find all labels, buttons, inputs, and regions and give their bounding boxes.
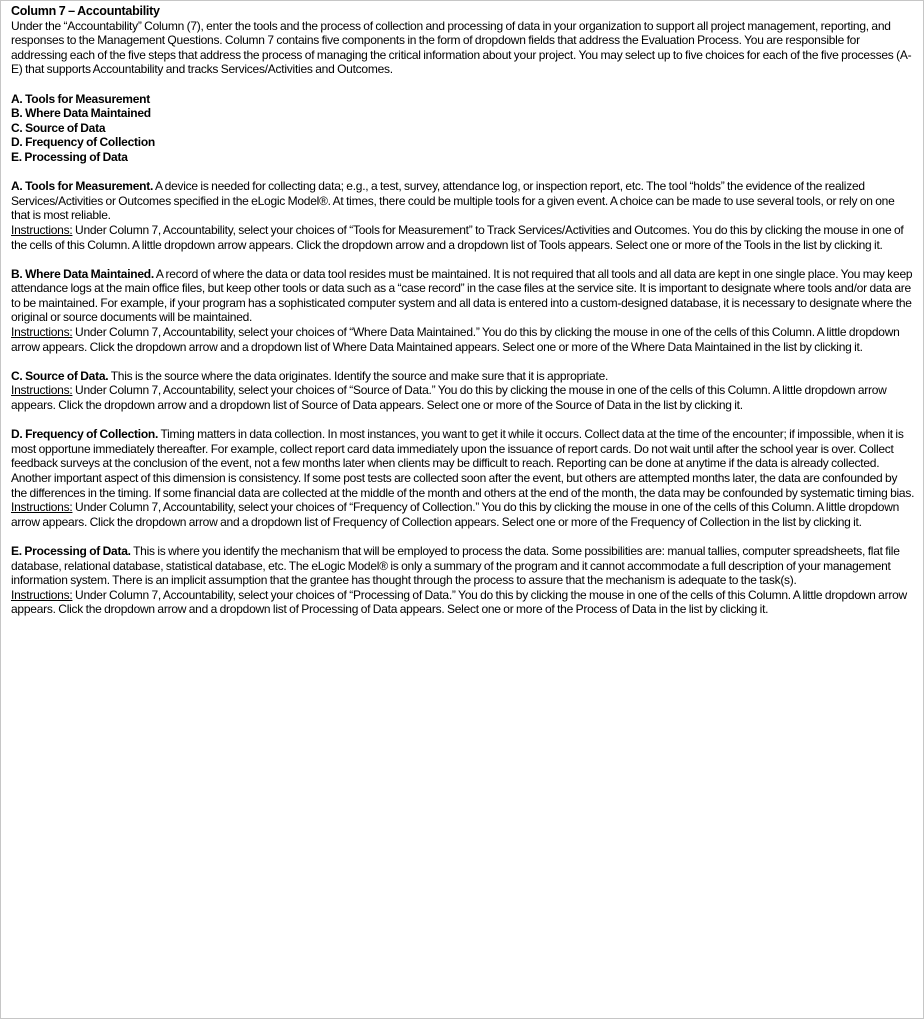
document-content bbox=[11, 4, 915, 617]
section-heading: A. Tools for Measurement. bbox=[11, 179, 154, 194]
list-item: E. Processing of Data bbox=[11, 149, 128, 164]
section-source-of-data bbox=[11, 369, 915, 413]
section-heading: B. Where Data Maintained. bbox=[11, 266, 154, 281]
instructions-text: Under Column 7, Accountability, select your choices of “Where Data Maintained.” You do this by clicking the mouse in one of the cells of this Column. A little dropdown arrow appears. Click the dropdown arrow and a dropdown list of Where Data Maintained appears. Select one or more of the Where Data Maintained in the list by clicking it. bbox=[11, 325, 900, 354]
section-frequency-of-collection bbox=[11, 427, 915, 529]
component-list bbox=[11, 92, 915, 165]
instructions-text: Under Column 7, Accountability, select your choices of “Processing of Data.” You do this by clicking the mouse in one of the cells of this Column. A little dropdown arrow appears. Click the dropdown arrow and a dropdown list of Processing of Data appears. Select one or more of the Process of Data in the list by clicking it. bbox=[11, 587, 907, 617]
list-item: D. Frequency of Collection bbox=[11, 135, 156, 150]
instructions-text: Under Column 7, Accountability, select your choices of “Frequency of Collection.” You do this by clicking the mouse in one of the cells of this Column. A little dropdown arrow appears. Click the dropdown arrow and a dropdown list of Frequency of Collection appears. Select one or more of the Frequency of Collection in the list by clicking it. bbox=[11, 500, 900, 529]
intro-paragraph: Under the “Accountability” Column (7), enter the tools and the process of collection and processing of data in your organization to support all project management, reporting, and responses to the Management Questions. Column 7 contains five components in the form of dropdown fields that address the Evaluation Process. You are responsible for addressing each of the five steps that address the process of managing the critical information about your project. You may select up to five choices for each of the five processes (A-E) that supports Accountability and tracks Services/Activities and Outcomes. bbox=[11, 18, 912, 77]
section-tools-for-measurement bbox=[11, 179, 915, 252]
instructions-label: Instructions: bbox=[11, 222, 73, 237]
section-body: A device is needed for collecting data; e.g., a test, survey, attendance log, or inspection report, etc. The tool “holds” the evidence of the realized Services/Activities or Outcomes specified in the eLogic Model®. At times, there could be multiple tools for a given event. A choice can be made to use several tools, or rely on one that is most reliable. bbox=[11, 179, 895, 223]
instructions-text: Under Column 7, Accountability, select your choices of “Tools for Measurement” to Track Services/Activities and Outcomes. You do this by clicking the mouse in one of the cells of this Column. A little dropdown arrow appears. Click the dropdown arrow and a dropdown list of Tools appears. Select one or more of the Tools in the list by clicking it. bbox=[11, 222, 904, 252]
section-heading: C. Source of Data. bbox=[11, 368, 109, 383]
instructions-text: Under Column 7, Accountability, select your choices of “Source of Data.” You do this by clicking the mouse in one of the cells of this Column. A little dropdown arrow appears. Click the dropdown arrow and a dropdown list of Source of Data appears. Select one or more of the Source of Data in the list by clicking it. bbox=[11, 383, 887, 413]
page-title: Column 7 – Accountability bbox=[11, 4, 160, 18]
section-body: Timing matters in data collection. In most instances, you want to get it while it occurs. Collect data at the time of the encounter; if impossible, when it is most opportune immediately thereafter. For example, collect report card data immediately upon the issuance of report cards. Do not wait until after the school year is over. Collect feedback surveys at the conclusion of the event, not a few months later when clients may be difficult to reach. Reporting can be done at anytime if the data is already collected. Another important aspect of this dimension is consistency. If some post tests are collected soon after the event, but others are attempted months later, the data are confounded by the differences in the timing. If some financial data are collected at the middle of the month and others at the end of the month, the data may be confounded by systematic timing bias. bbox=[11, 427, 915, 500]
section-body: This is where you identify the mechanism that will be employed to process the data. Some possibilities are: manual tallies, computer spreadsheets, flat file database, relational database, statistical database, etc. The eLogic Model® is only a summary of the program and it cannot accommodate a full description of your management information system. There is an implicit assumption that the grantee has thought through the process to assure that the mechanism is adequate to the task(s). bbox=[11, 543, 900, 588]
instructions-label: Instructions: bbox=[11, 325, 73, 340]
list-item: C. Source of Data bbox=[11, 120, 106, 135]
section-processing-of-data bbox=[11, 544, 915, 617]
section-body: A record of where the data or data tool resides must be maintained. It is not required that all tools and all data are kept in one single place. You may keep attendance logs at the main office files, but keep other tools or data such as a “case record” in the case files at the service site. It is important to designate where tools and/or data are to be maintained. For example, if your program has a sophisticated computer system and all data is entered into a custom-designed database, it is necessary to designate where the original or source documents will be maintained. bbox=[11, 266, 913, 325]
instructions-label: Instructions: bbox=[11, 383, 73, 398]
list-item: B. Where Data Maintained bbox=[11, 106, 151, 121]
instructions-label: Instructions: bbox=[11, 500, 73, 515]
section-heading: E. Processing of Data. bbox=[11, 543, 131, 558]
section-where-data-maintained bbox=[11, 267, 915, 355]
section-body: This is the source where the data originates. Identify the source and make sure that it is appropriate. bbox=[108, 368, 609, 383]
section-heading: D. Frequency of Collection. bbox=[11, 427, 159, 442]
list-item: A. Tools for Measurement bbox=[11, 91, 150, 106]
instructions-label: Instructions: bbox=[11, 587, 73, 602]
